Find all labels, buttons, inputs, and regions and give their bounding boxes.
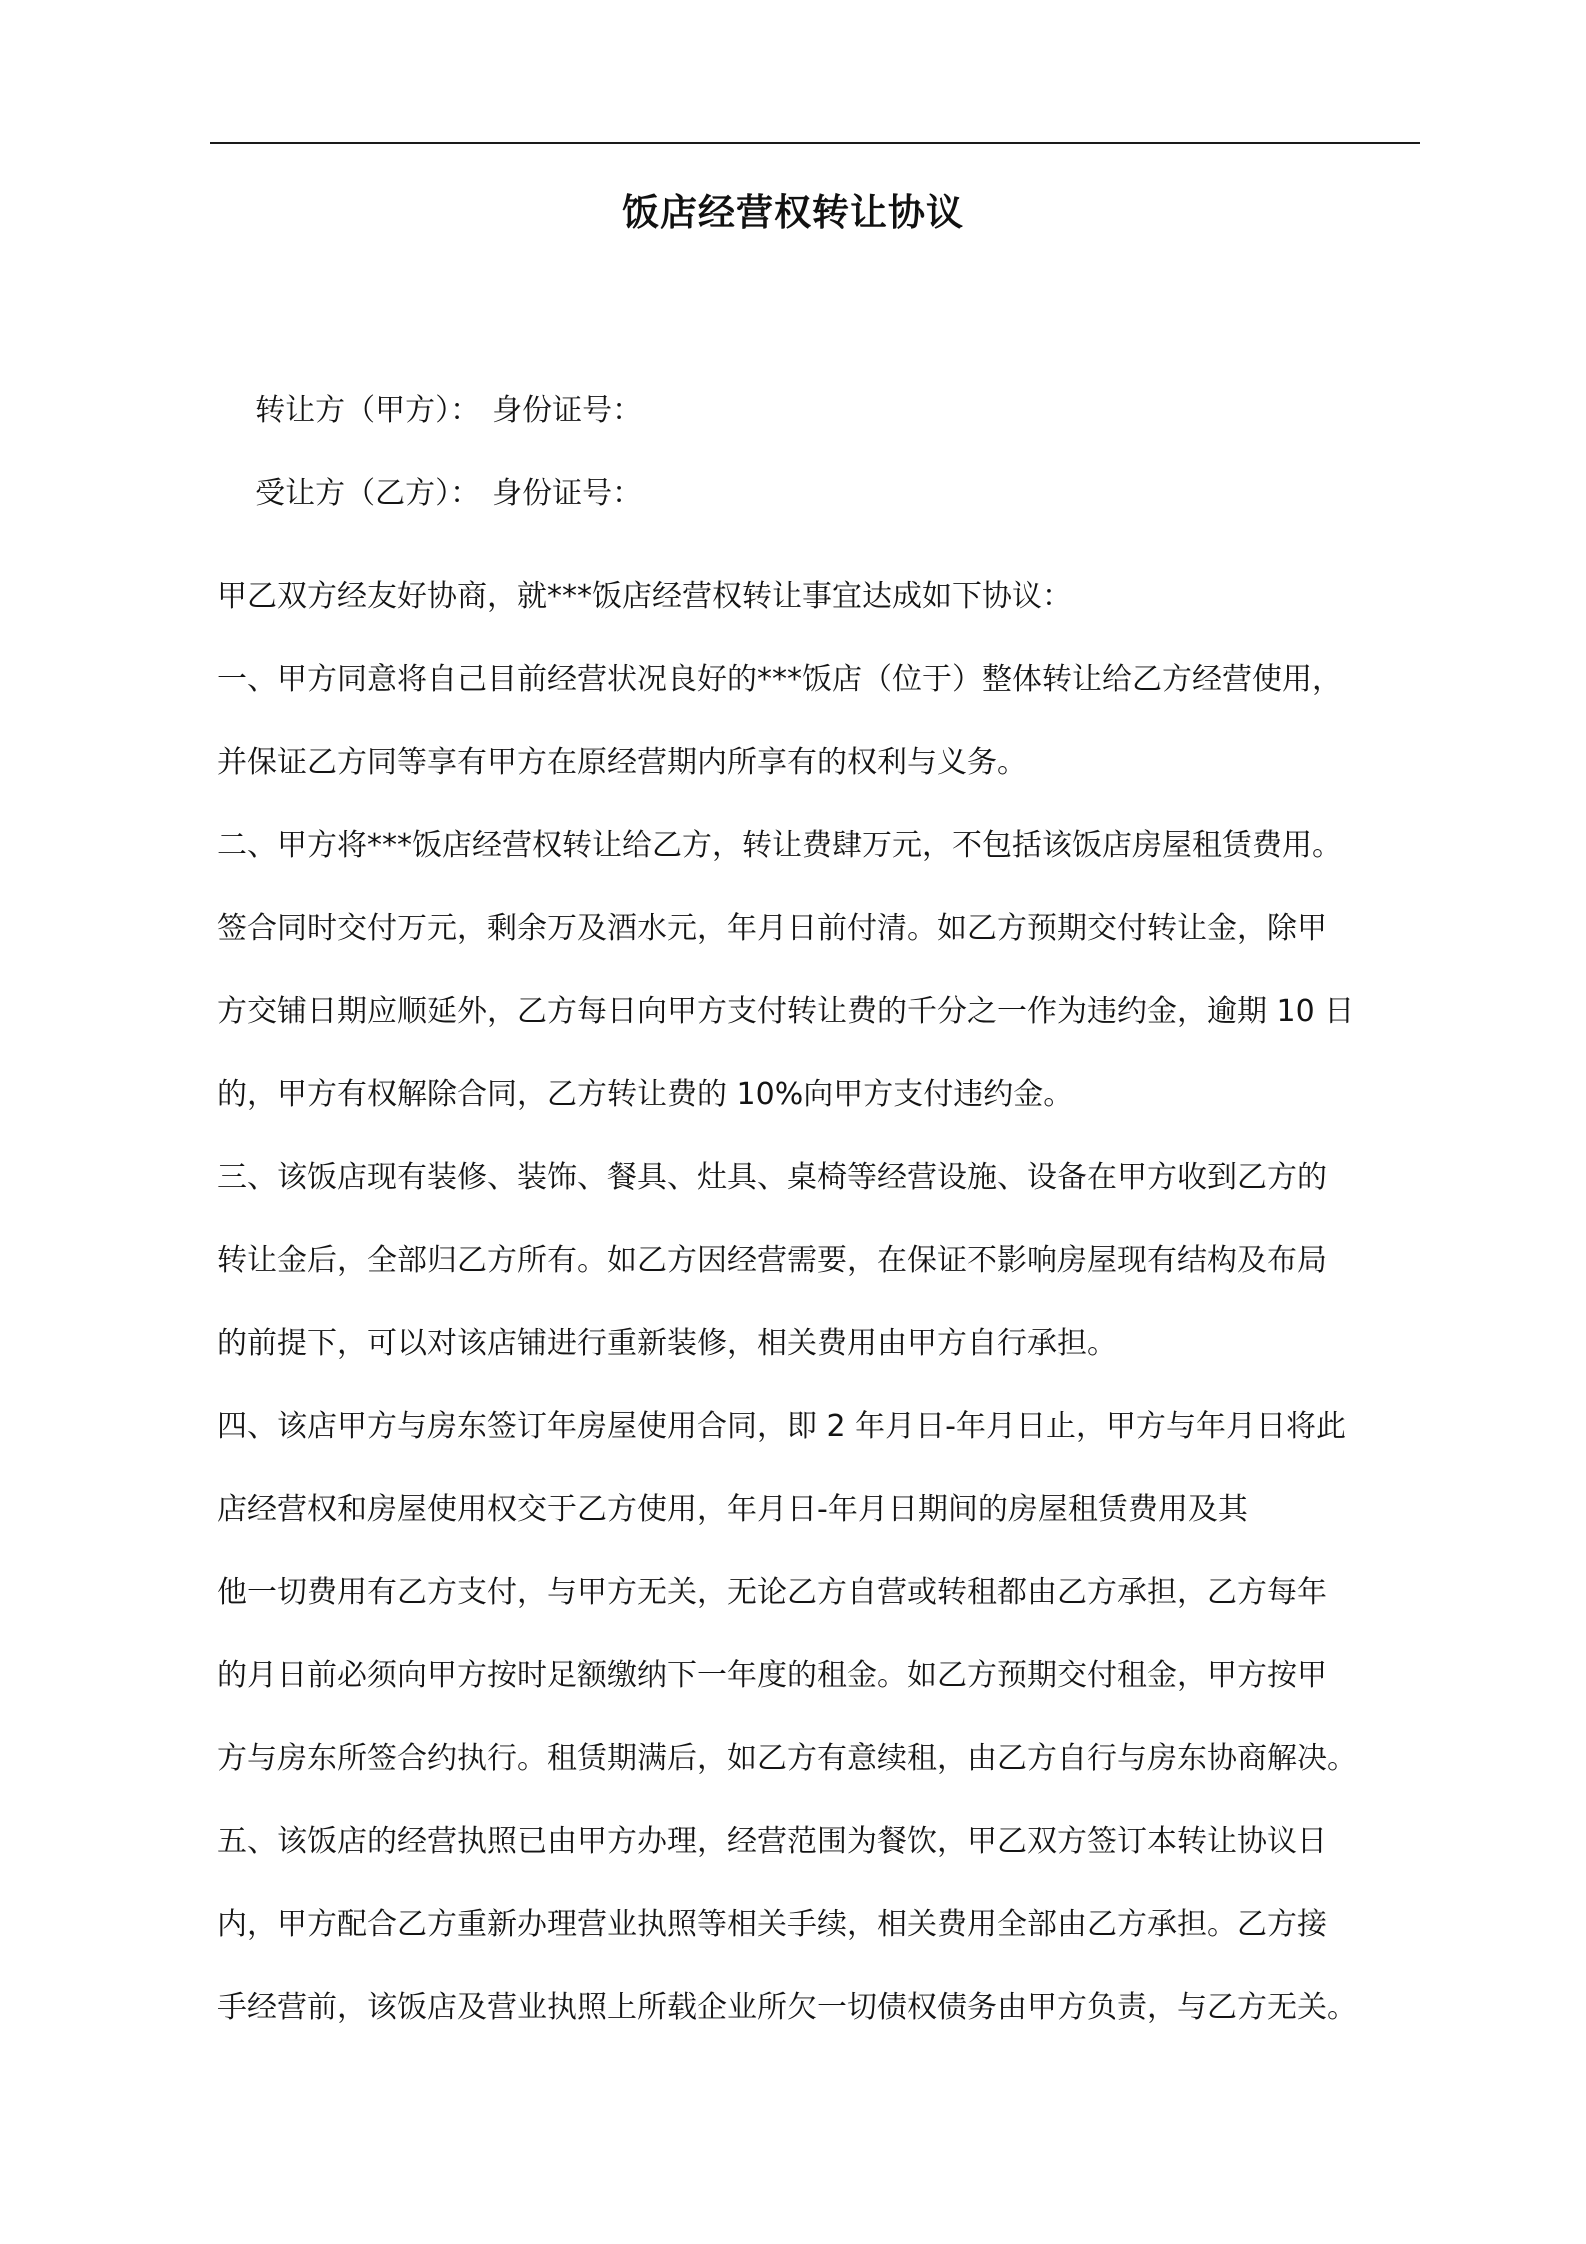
body-line: 四、该店甲方与房东签订年房屋使用合同，即 2 年月日-年月日止，甲方与年月日将此 [217,1409,1346,1444]
body-line: 签合同时交付万元，剩余万及酒水元，年月日前付清。如乙方预期交付转让金，除甲 [217,911,1327,946]
body-line: 方与房东所签合约执行。租赁期满后，如乙方有意续租，由乙方自行与房东协商解决。 [217,1741,1357,1776]
body-line: 五、该饭店的经营执照已由甲方办理，经营范围为餐饮，甲乙双方签订本转让协议日 [217,1824,1327,1859]
body-line: 三、该饭店现有装修、装饰、餐具、灶具、桌椅等经营设施、设备在甲方收到乙方的 [217,1160,1327,1195]
body-line: 内，甲方配合乙方重新办理营业执照等相关手续，相关费用全部由乙方承担。乙方接 [217,1907,1327,1942]
party-label: 转让方（甲方）： [255,393,481,428]
id-number-label: 身份证号： [492,393,643,428]
body-line: 并保证乙方同等享有甲方在原经营期内所享有的权利与义务。 [217,745,1027,780]
party-row-transferee [217,428,1422,560]
body-line: 的，甲方有权解除合同，乙方转让费的 10%向甲方支付违约金。 [217,1077,1074,1112]
body-line: 店经营权和房屋使用权交于乙方使用，年月日-年月日期间的房屋租赁费用及其 [217,1492,1248,1527]
body-line: 方交铺日期应顺延外，乙方每日向甲方支付转让费的千分之一作为违约金，逾期 10 日 [217,994,1355,1029]
body-line: 甲乙双方经友好协商，就***饭店经营权转让事宜达成如下协议： [217,579,1072,614]
document-title: 饭店经营权转让协议 [622,191,964,234]
body-line: 的月日前必须向甲方按时足额缴纳下一年度的租金。如乙方预期交付租金，甲方按甲 [217,1658,1327,1693]
body-line: 二、甲方将***饭店经营权转让给乙方，转让费肆万元，不包括该饭店房屋租赁费用。 [217,828,1342,863]
body-line: 手经营前，该饭店及营业执照上所载企业所欠一切债权债务由甲方负责，与乙方无关。 [217,1990,1357,2025]
body-line: 他一切费用有乙方支付，与甲方无关，无论乙方自营或转租都由乙方承担，乙方每年 [217,1575,1327,1610]
body-line: 的前提下，可以对该店铺进行重新装修，相关费用由甲方自行承担。 [217,1326,1117,1361]
party-label: 受让方（乙方）： [255,476,481,511]
body-line: 转让金后，全部归乙方所有。如乙方因经营需要，在保证不影响房屋现有结构及布局 [217,1243,1327,1278]
body-line: 一、甲方同意将自己目前经营状况良好的***饭店（位于）整体转让给乙方经营使用， [217,662,1342,697]
header-rule [210,142,1420,144]
id-number-label: 身份证号： [492,476,643,511]
